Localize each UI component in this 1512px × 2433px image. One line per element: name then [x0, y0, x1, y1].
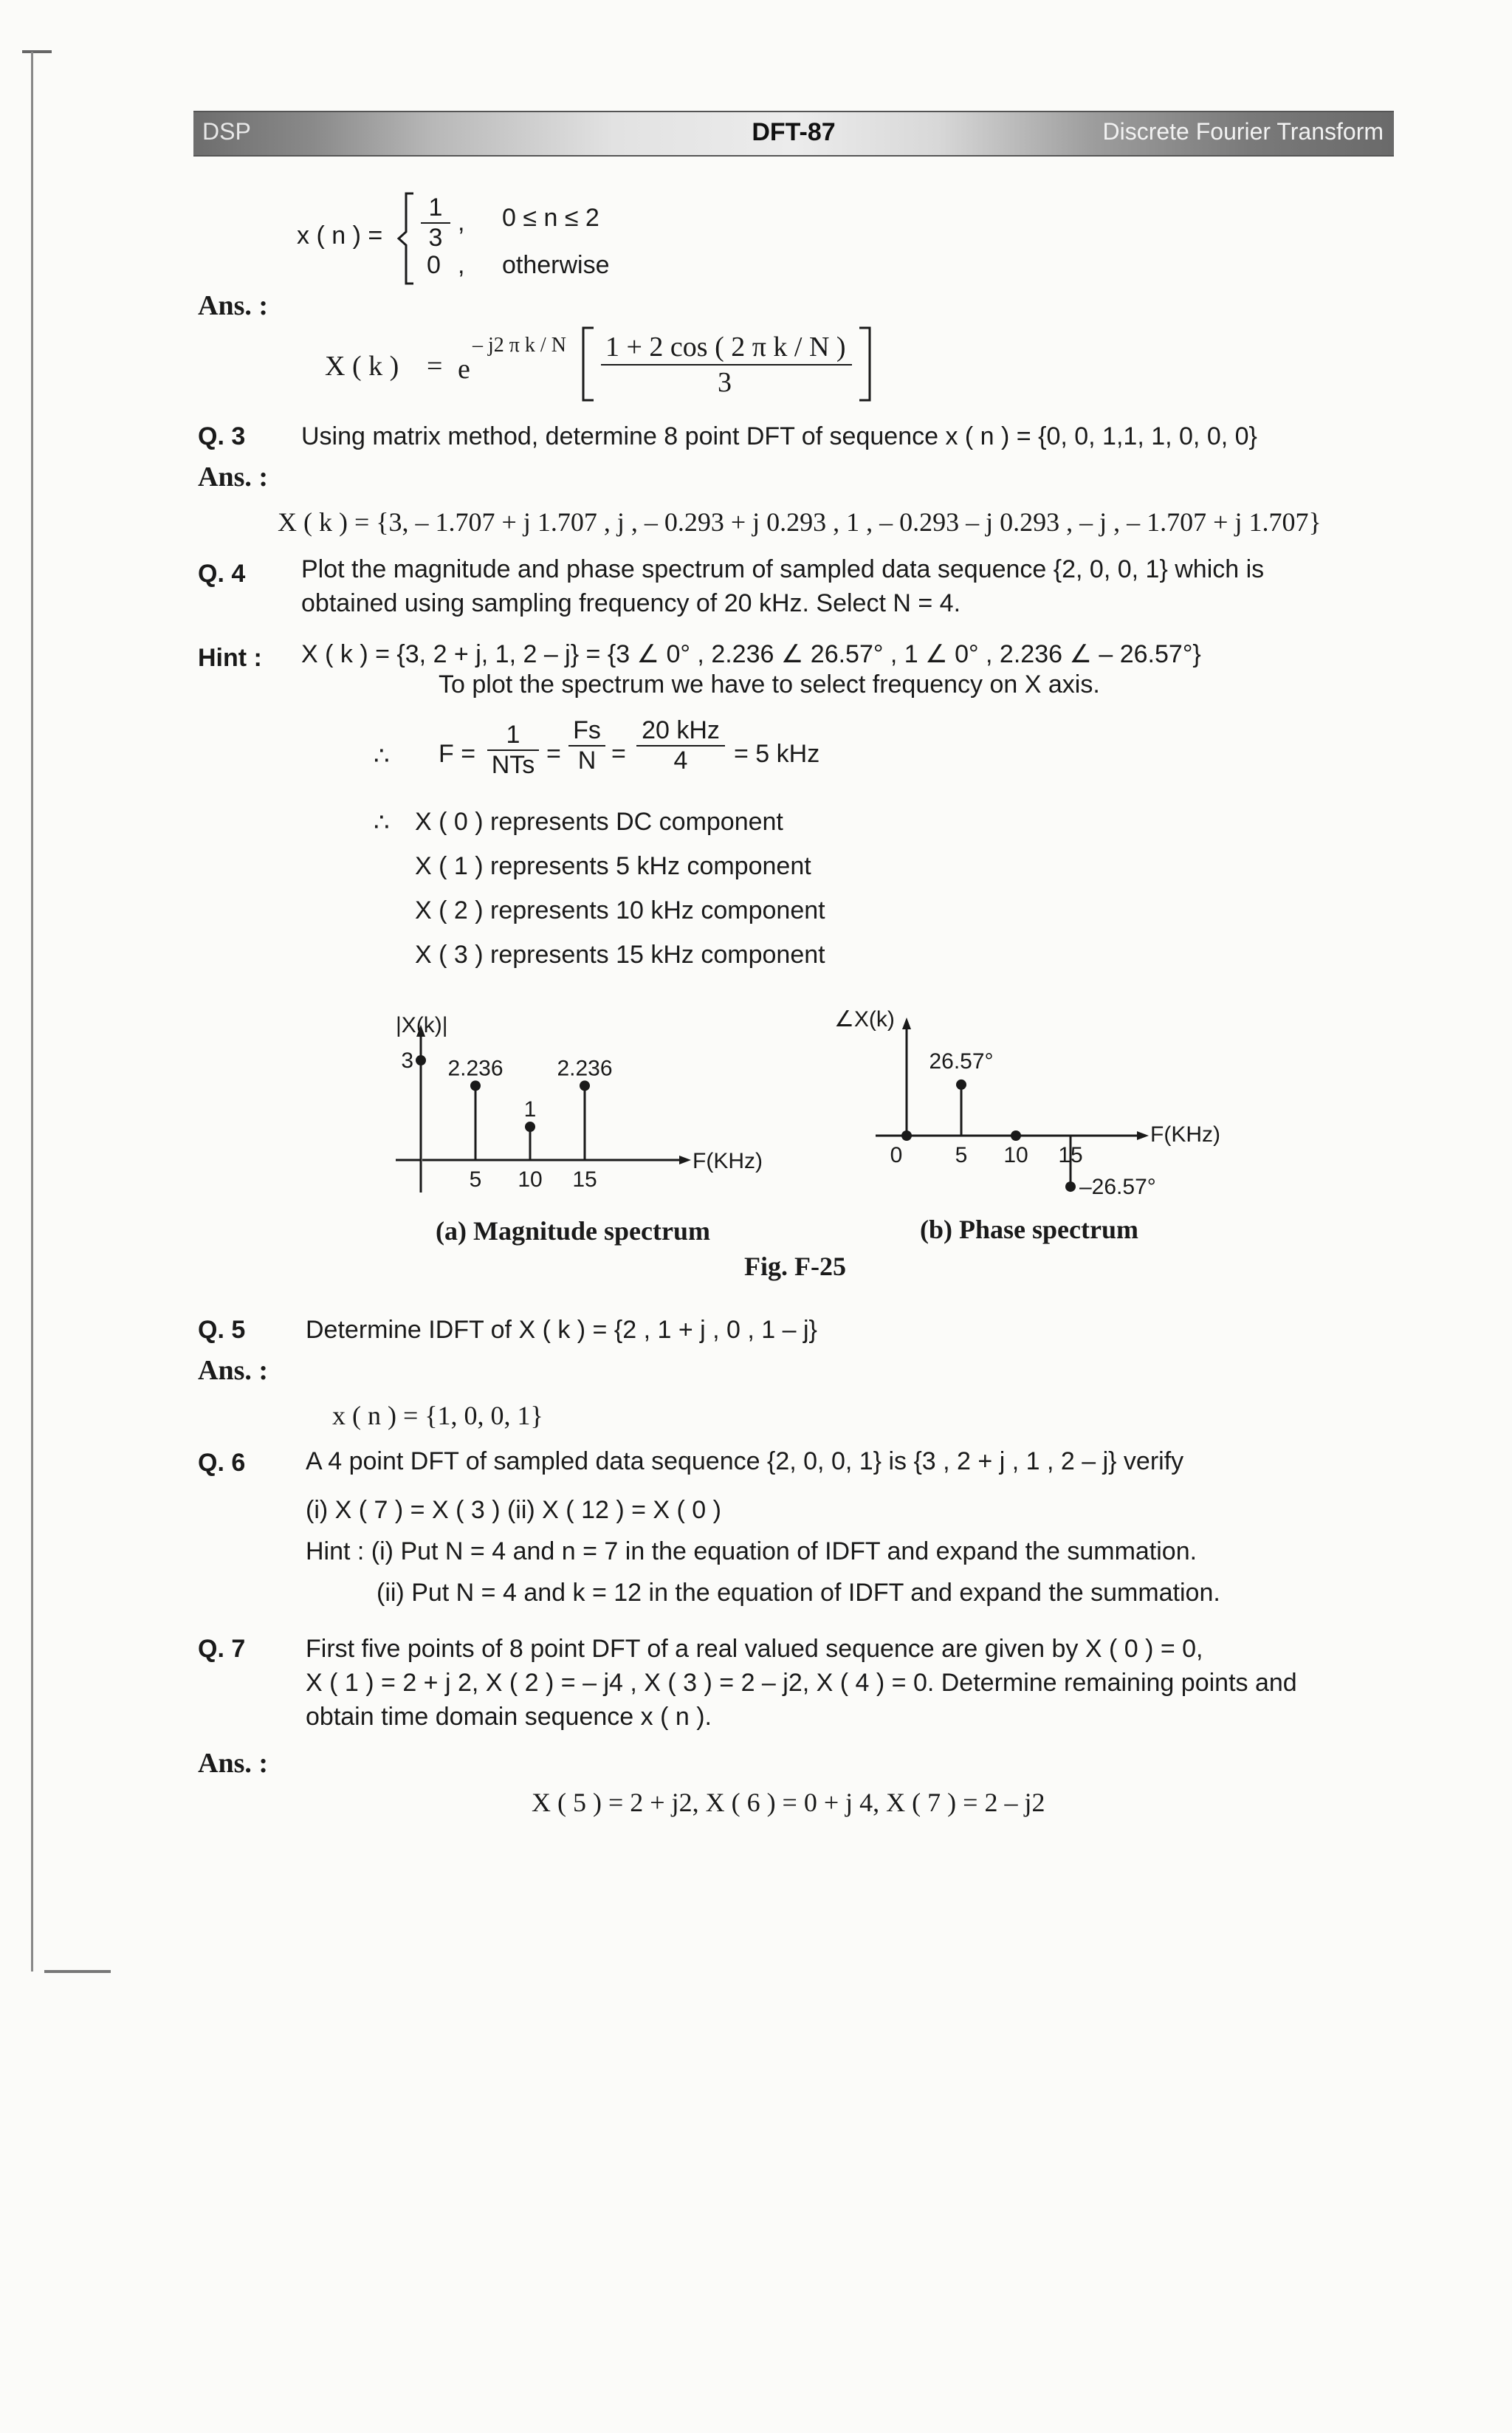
phase-ylabel: ∠X(k) [834, 1007, 895, 1032]
exponent: – j2 π k / N [472, 334, 566, 357]
f1-den: NTs [491, 751, 535, 779]
mag-stem-dot-1 [470, 1080, 481, 1091]
phase-tick-label-10: 10 [1003, 1143, 1028, 1167]
component-3: X ( 3 ) represents 15 kHz component [415, 941, 825, 969]
q4-hint-line2: To plot the spectrum we have to select frequency on X axis. [439, 670, 1100, 699]
f1-num: 1 [487, 721, 539, 751]
mag-tick-label-10: 10 [518, 1167, 543, 1192]
function-lhs: x ( n ) = [297, 222, 383, 250]
caption-a: (a) Magnitude spectrum [436, 1216, 710, 1246]
q2-num: 1 + 2 cos ( 2 π k / N ) [605, 332, 846, 363]
f2-fraction [568, 716, 605, 775]
therefore-symbol: ∴ [374, 742, 390, 770]
components-therefore: ∴ [374, 809, 390, 837]
phase-y-arrow [902, 1018, 911, 1029]
component-2: X ( 2 ) represents 10 kHz component [415, 896, 825, 924]
q2-ans-label: Ans. : [198, 290, 269, 321]
mag-data-label-3: 2.236 [557, 1056, 613, 1081]
q6-text: A 4 point DFT of sampled data sequence {2, 0, 0, 1} is {3 , 2 + j , 1 , 2 – j} verify [306, 1447, 1184, 1475]
mag-ylabel: |X(k)| [396, 1013, 448, 1037]
phase-x-arrow [1137, 1131, 1149, 1140]
q5-ans-label: Ans. : [198, 1355, 269, 1386]
f3-fraction [636, 716, 725, 775]
mag-xlabel: F(KHz) [693, 1149, 763, 1173]
f-eq-2: = [611, 740, 626, 768]
q5-label: Q. 5 [198, 1316, 246, 1344]
mag-x-arrow [679, 1156, 691, 1164]
phase-data-label-neg: –26.57° [1079, 1175, 1156, 1200]
f-lhs: F = [439, 740, 476, 768]
mag-tick-label-15: 15 [572, 1167, 597, 1192]
q2-ans-lhs: X ( k ) [325, 351, 399, 382]
q6-hint2: (ii) Put N = 4 and k = 12 in the equation of IDFT and expand the summation. [377, 1579, 1220, 1607]
q4-text-line1: Plot the magnitude and phase spectrum of sampled data sequence {2, 0, 0, 1} which is [301, 555, 1265, 583]
q4-label: Q. 4 [198, 560, 246, 588]
q3-label: Q. 3 [198, 422, 246, 450]
phase-stem-dot-3 [1065, 1181, 1076, 1192]
binding-margin-line [31, 52, 33, 1972]
phase-tick-label-5: 5 [955, 1143, 968, 1167]
left-brace [396, 191, 418, 286]
phase-stem-dot-1 [956, 1080, 966, 1090]
row2-value: 0 [427, 251, 441, 279]
f3-num: 20 kHz [636, 716, 725, 747]
f-result: = 5 kHz [734, 740, 820, 768]
mag-data-label-0: 3 [401, 1049, 413, 1073]
phase-spectrum-chart [834, 1004, 1248, 1211]
mag-tick-label-5: 5 [469, 1167, 482, 1192]
row2-condition: otherwise [502, 251, 610, 279]
f-eq-1: = [546, 740, 561, 768]
q6-label: Q. 6 [198, 1449, 246, 1477]
q2-ans-eq: = [427, 351, 443, 382]
f1-fraction [487, 721, 539, 780]
f3-den: 4 [673, 747, 688, 775]
mag-stem-dot-3 [580, 1080, 590, 1091]
header-right-text: Discrete Fourier Transform [1102, 118, 1384, 145]
caption-b: (b) Phase spectrum [920, 1215, 1138, 1244]
row1-den: 3 [428, 224, 443, 252]
q7-ans-label: Ans. : [198, 1748, 269, 1779]
q5-ans-text: x ( n ) = {1, 0, 0, 1} [332, 1401, 543, 1430]
q3-ans-label: Ans. : [198, 461, 269, 493]
header-left-text: DSP [202, 118, 251, 145]
q7-ans-text: X ( 5 ) = 2 + j2, X ( 6 ) = 0 + j 4, X ( 7 ) = 2 – j2 [532, 1788, 1045, 1817]
binding-tick-bottom [44, 1970, 111, 1973]
page-header [193, 111, 1394, 157]
q2-den: 3 [718, 367, 732, 398]
row1-comma: , [458, 208, 465, 236]
phase-data-label-pos: 26.57° [929, 1049, 994, 1074]
row1-condition: 0 ≤ n ≤ 2 [502, 204, 599, 232]
phase-xlabel: F(KHz) [1150, 1122, 1220, 1147]
q4-text-line2: obtained using sampling frequency of 20 kHz. Select N = 4. [301, 589, 961, 617]
q6-hint1: Hint : (i) Put N = 4 and n = 7 in the equation of IDFT and expand the summation. [306, 1537, 1197, 1565]
q4-hint-label: Hint : [198, 644, 262, 672]
q7-line1: First five points of 8 point DFT of a real valued sequence are given by X ( 0 ) = 0, [306, 1635, 1203, 1663]
q7-line2: X ( 1 ) = 2 + j 2, X ( 2 ) = – j4 , X ( 3 ) = 2 – j2, X ( 4 ) = 0. Determine remaining points and [306, 1669, 1297, 1697]
q7-line3: obtain time domain sequence x ( n ). [306, 1703, 712, 1731]
magnitude-spectrum-chart [384, 1004, 797, 1204]
phase-tick-label-0: 0 [890, 1143, 903, 1167]
row1-fraction [421, 193, 450, 253]
exp-base: e [458, 354, 470, 385]
phase-stem-dot-2 [1011, 1130, 1021, 1141]
component-0: X ( 0 ) represents DC component [415, 808, 783, 836]
row2-comma: , [458, 251, 465, 279]
q3-text: Using matrix method, determine 8 point DFT of sequence x ( n ) = {0, 0, 1,1, 1, 0, 0, 0} [301, 422, 1257, 450]
q6-line2: (i) X ( 7 ) = X ( 3 ) (ii) X ( 12 ) = X ( 0 ) [306, 1496, 721, 1524]
mag-stem-dot-2 [525, 1122, 535, 1132]
phase-tick-label-15: 15 [1058, 1143, 1083, 1167]
f2-den: N [577, 747, 597, 775]
q3-ans-text: X ( k ) = {3, – 1.707 + j 1.707 , j , – 0.293 + j 0.293 , 1 , – 0.293 – j 0.293 , – j , – 1.707 + j 1.707} [278, 507, 1322, 537]
q4-hint-line1: X ( k ) = {3, 2 + j, 1, 2 – j} = {3 ∠ 0° , 2.236 ∠ 26.57° , 1 ∠ 0° , 2.236 ∠ – 26.57°} [301, 640, 1201, 668]
f2-num: Fs [568, 716, 605, 747]
phase-stem-dot-0 [901, 1130, 912, 1141]
mag-stem-dot-0 [416, 1055, 426, 1065]
row1-num: 1 [421, 193, 450, 224]
q7-label: Q. 7 [198, 1635, 246, 1663]
figure-caption: Fig. F-25 [744, 1252, 846, 1281]
page-number: DFT-87 [752, 118, 836, 146]
mag-data-label-2: 1 [523, 1097, 537, 1122]
q5-text: Determine IDFT of X ( k ) = {2 , 1 + j , 0 , 1 – j} [306, 1316, 817, 1344]
component-1: X ( 1 ) represents 5 kHz component [415, 852, 811, 880]
mag-data-label-1: 2.236 [447, 1056, 504, 1081]
binding-tick-top [22, 50, 52, 53]
